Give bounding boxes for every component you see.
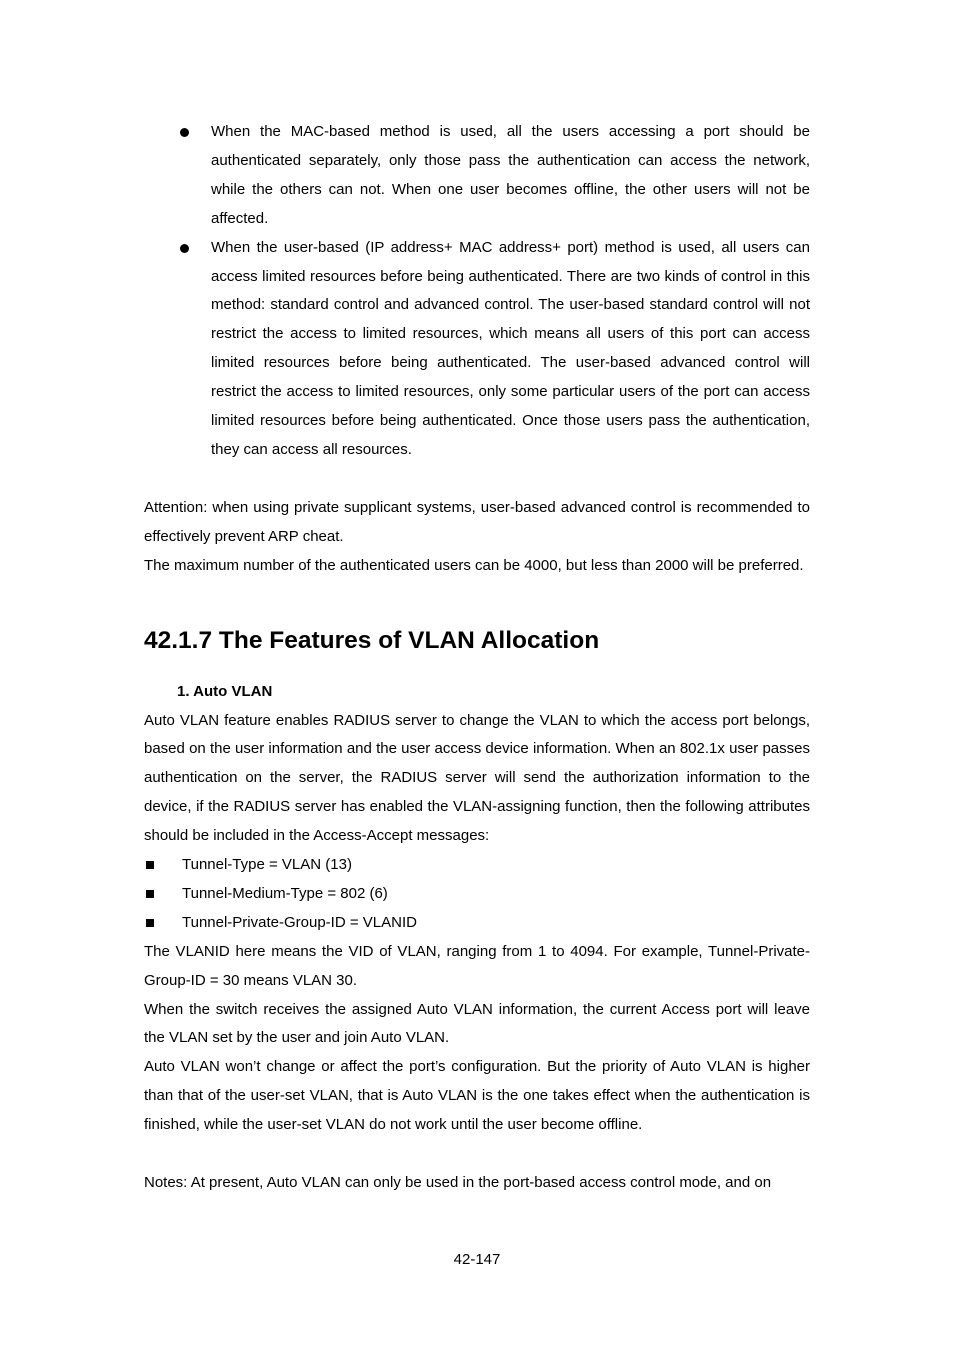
list-item bbox=[144, 234, 810, 465]
notes-paragraph: Notes: At present, Auto VLAN can only be used in the port-based access control mode, and on bbox=[144, 1174, 772, 1192]
auto-vlan-intro-paragraph: Auto VLAN feature enables RADIUS server to change the VLAN to which the access port belongs, based on the user information and the user access device information. When an 802.1x user passes authentication on the server, the RADIUS server will send the authorization information to the device, if the RADIUS server has enabled the VLAN-assigning function, then the following attributes should be included in the Access-Accept messages: bbox=[144, 711, 810, 845]
list-item bbox=[144, 880, 810, 909]
switch-receives-paragraph: When the switch receives the assigned Auto VLAN information, the current Access port will leave the VLAN set by the user and join Auto VLAN. bbox=[144, 1000, 810, 1047]
square-bullet-icon bbox=[146, 861, 154, 869]
subsection-title: 1. Auto VLAN bbox=[177, 682, 273, 700]
attention-paragraph: Attention: when using private supplicant systems, user-based advanced control is recommended to effectively prevent ARP cheat. bbox=[144, 498, 810, 545]
bullet-text: When the user-based (IP address+ MAC address+ port) method is used, all users can access limited resources before being authenticated. There are two kinds of control in this method: standard control and advanced control. The user-based standard control will not restrict the access to limited resources, which means all users of this port can access limited resources before being authenticated. The user-based advanced control will restrict the access to limited resources, only some particular users of the port can access limited resources before being authenticated. Once those users pass the authentication, they can access all resources. bbox=[211, 238, 810, 458]
priority-paragraph: Auto VLAN won’t change or affect the port’s configuration. But the priority of Auto VLAN is higher than that of the user-set VLAN, that is Auto VLAN is the one takes effect when the authentication is finished, while the user-set VLAN do not work until the user become offline. bbox=[144, 1058, 810, 1134]
attribute-text: Tunnel-Type = VLAN (13) bbox=[182, 856, 352, 874]
square-bullet-icon bbox=[146, 890, 154, 898]
attribute-text: Tunnel-Private-Group-ID = VLANID bbox=[182, 913, 417, 931]
bullet-text: When the MAC-based method is used, all the users accessing a port should be authenticated separately, only those pass the authentication can access the network, while the others can not. When one user becomes offline, the other users will not be affected. bbox=[211, 123, 810, 227]
max-users-paragraph: The maximum number of the authenticated users can be 4000, but less than 2000 will be preferred. bbox=[144, 556, 804, 574]
auth-method-list bbox=[144, 118, 810, 465]
attribute-text: Tunnel-Medium-Type = 802 (6) bbox=[182, 884, 388, 902]
page-number: 42-147 bbox=[453, 1251, 501, 1268]
page-content bbox=[144, 118, 810, 1198]
list-item bbox=[144, 118, 810, 234]
list-item bbox=[144, 851, 810, 880]
section-title: 42.1.7 The Features of VLAN Allocation bbox=[144, 626, 600, 654]
vlanid-paragraph: The VLANID here means the VID of VLAN, ranging from 1 to 4094. For example, Tunnel-Private-Group-ID = 30 means VLAN 30. bbox=[144, 942, 810, 989]
bullet-dot-icon bbox=[180, 244, 189, 253]
list-item bbox=[144, 909, 810, 938]
square-bullet-icon bbox=[146, 919, 154, 927]
attribute-list bbox=[144, 851, 810, 938]
bullet-dot-icon bbox=[180, 128, 189, 137]
